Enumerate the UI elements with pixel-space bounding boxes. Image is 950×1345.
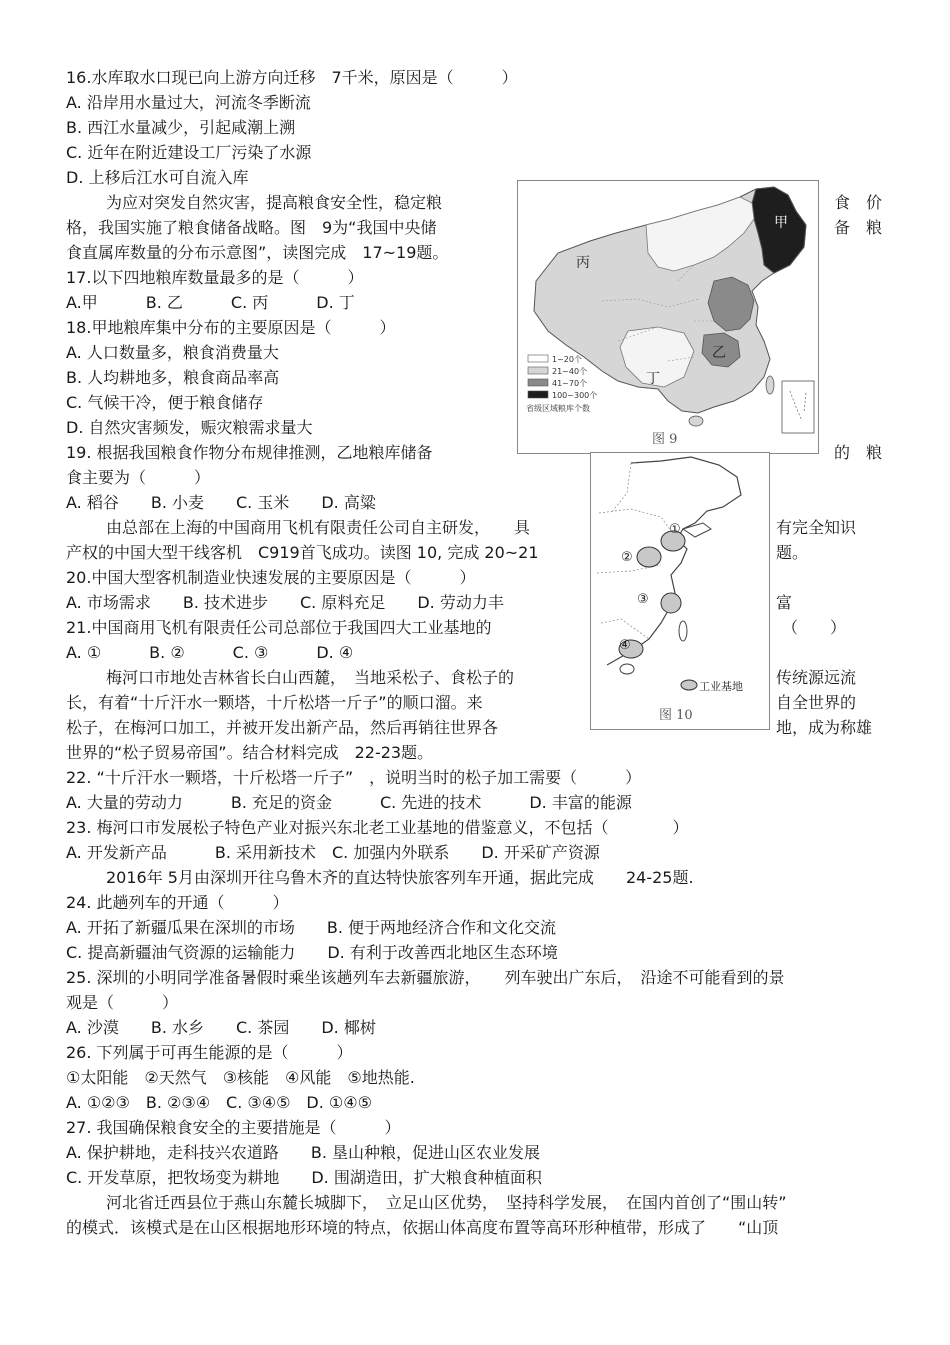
industrial-base-2 [637, 547, 661, 567]
q18-option-a: A. 人口数量多，粮食消费量大 [66, 343, 279, 362]
passage-aircraft-line1: 由总部在上海的中国商用飞机有限责任公司自主研发， 具 [106, 518, 531, 537]
fig10-caption: 图 10 [659, 708, 693, 723]
right-fragment: 地，成为称雄 [776, 718, 873, 737]
right-fragment: 传统源远流 [776, 668, 857, 687]
marker-1: ① [669, 522, 681, 537]
fig9-legend [526, 354, 597, 413]
q25-stem-cont: 观是（ ） [66, 993, 179, 1012]
q18-stem: 18.甲地粮库集中分布的主要原因是（ ） [66, 318, 396, 337]
q22-options: A. 大量的劳动力 B. 充足的资金 C. 先进的技术 D. 丰富的能源 [66, 793, 632, 812]
q24-options-ab: A. 开拓了新疆瓜果在深圳的市场 B. 便于两地经济合作和文化交流 [66, 918, 556, 937]
legend-swatch-2 [528, 379, 548, 386]
taiwan-island [679, 621, 687, 641]
q26-stem: 26. 下列属于可再生能源的是（ ） [66, 1043, 353, 1062]
q17-options: A.甲 B. 乙 C. 丙 D. 丁 [66, 293, 355, 312]
legend-label-3: 100~300个 [552, 391, 598, 400]
right-fragment: （ ） [782, 618, 847, 637]
q19-stem-cont: 食主要为（ ） [66, 468, 211, 487]
q16-option-d: D. 上移后江水可自流入库 [66, 168, 249, 187]
q18-option-b: B. 人均耕地多，粮食商品率高 [66, 368, 280, 387]
legend-label-1: 21~40个 [552, 367, 588, 376]
legend-label-0: 1~20个 [552, 355, 582, 364]
right-fragment: 自全世界的 [776, 693, 857, 712]
label-yi: 乙 [712, 345, 726, 361]
right-fragment: 的 粮 [834, 443, 883, 462]
q27-options-cd: C. 开发草原，把牧场变为耕地 D. 围湖造田，扩大粮食种植面积 [66, 1168, 542, 1187]
figure-10-map [590, 452, 770, 730]
q24-options-cd: C. 提高新疆油气资源的运输能力 D. 有利于改善西北地区生态环境 [66, 943, 558, 962]
label-ding: 丁 [646, 371, 660, 387]
fig9-caption: 图 9 [652, 432, 678, 447]
taiwan-island [766, 376, 774, 394]
q19-options: A. 稻谷 B. 小麦 C. 玉米 D. 高粱 [66, 493, 376, 512]
legend-label-2: 41~70个 [552, 379, 588, 388]
industrial-base-3 [661, 593, 681, 613]
passage-pine-line4: 世界的“松子贸易帝国”。结合材料完成 22-23题。 [66, 743, 434, 762]
marker-4: ④ [619, 638, 631, 653]
q22-stem: 22. “十斤汗水一颗塔，十斤松塔一斤子” ，说明当时的松子加工需要（ ） [66, 768, 642, 787]
passage-pine-line2: 长，有着“十斤汗水一颗塔，十斤松塔一斤子”的顺口溜。来 [66, 693, 483, 712]
q18-option-d: D. 自然灾害频发，赈灾粮需求量大 [66, 418, 313, 437]
q26-options: A. ①②③ B. ②③④ C. ③④⑤ D. ①④⑤ [66, 1093, 372, 1112]
right-fragment: 富 [776, 593, 793, 612]
q27-options-ab: A. 保护耕地，走科技兴农道路 B. 垦山种粮，促进山区农业发展 [66, 1143, 540, 1162]
q27-stem: 27. 我国确保粮食安全的主要措施是（ ） [66, 1118, 401, 1137]
right-fragment: 有完全知识 [776, 518, 857, 537]
legend-swatch-1 [528, 367, 548, 374]
q17-stem: 17.以下四地粮库数量最多的是（ ） [66, 268, 364, 287]
hainan-island [689, 416, 703, 426]
q18-option-c: C. 气候干冷，便于粮食储存 [66, 393, 264, 412]
passage-pine-line1: 梅河口市地处吉林省长白山西麓， 当地采松子、食松子的 [106, 668, 515, 687]
q16-option-a: A. 沿岸用水量过大，河流冬季断流 [66, 93, 311, 112]
hainan-island [620, 664, 634, 674]
q21-options: A. ① B. ② C. ③ D. ④ [66, 643, 354, 662]
q16-stem: 16.水库取水口现已向上游方向迁移 7千米，原因是（ ） [66, 68, 518, 87]
q23-options: A. 开发新产品 B. 采用新技术 C. 加强内外联系 D. 开采矿产资源 [66, 843, 600, 862]
passage-aircraft-line2: 产权的中国大型干线客机 C919首飞成功。读图 10, 完成 20~21 [66, 543, 539, 562]
legend-swatch-3 [528, 391, 548, 398]
q24-stem: 24. 此趟列车的开通（ ） [66, 893, 289, 912]
q21-stem: 21.中国商用飞机有限责任公司总部位于我国四大工业基地的 [66, 618, 492, 637]
legend-industrial-swatch [681, 680, 697, 690]
legend-swatch-0 [528, 355, 548, 362]
right-fragment: 题。 [776, 543, 809, 562]
south-sea-inset [782, 381, 814, 433]
passage-hebei-line1: 河北省迁西县位于燕山东麓长城脚下， 立足山区优势， 坚持科学发展， 在国内首创了“围山转” [106, 1193, 787, 1212]
passage-train: 2016年 5月由深圳开往乌鲁木齐的直达特快旅客列车开通，据此完成 24-25题. [106, 868, 694, 887]
marker-3: ③ [637, 592, 649, 607]
passage-grain-line2: 格，我国实施了粮食储备战略。图 9为“我国中央储 [66, 218, 437, 237]
passage-grain-line3: 食直属库数量的分布示意图”，读图完成 17~19题。 [66, 243, 449, 262]
marker-2: ② [621, 550, 633, 565]
legend-industrial-label: 工业基地 [699, 680, 743, 693]
q20-options: A. 市场需求 B. 技术进步 C. 原料充足 D. 劳动力丰 [66, 593, 504, 612]
passage-hebei-line2: 的模式．该模式是在山区根据地形环境的特点，依据山体高度布置等高环形种植带，形成了 “山顶 [66, 1218, 779, 1237]
q26-items: ①太阳能 ②天然气 ③核能 ④风能 ⑤地热能. [66, 1068, 415, 1087]
figure-9-map [517, 180, 819, 454]
label-jia: 甲 [774, 215, 788, 231]
passage-grain-line1: 为应对突发自然灾害，提高粮食安全性，稳定粮 [106, 193, 443, 212]
q23-stem: 23. 梅河口市发展松子特色产业对振兴东北老工业基地的借鉴意义，不包括（ ） [66, 818, 689, 837]
q20-stem: 20.中国大型客机制造业快速发展的主要原因是（ ） [66, 568, 476, 587]
label-bing: 丙 [576, 255, 590, 271]
q16-option-b: B. 西江水量减少，引起咸潮上溯 [66, 118, 296, 137]
passage-pine-line3: 松子，在梅河口加工，并被开发出新产品，然后再销往世界各 [66, 718, 499, 737]
legend-title: 省级区域粮库个数 [526, 404, 590, 413]
q25-stem: 25. 深圳的小明同学准备暑假时乘坐该趟列车去新疆旅游， 列车驶出广东后， 沿途不可能看到的景 [66, 968, 785, 987]
right-fragment: 食 价 [834, 193, 883, 212]
q25-options: A. 沙漠 B. 水乡 C. 茶园 D. 椰树 [66, 1018, 376, 1037]
q19-stem: 19. 根据我国粮食作物分布规律推测，乙地粮库储备 [66, 443, 433, 462]
right-fragment: 备 粮 [834, 218, 883, 237]
q16-option-c: C. 近年在附近建设工厂污染了水源 [66, 143, 312, 162]
